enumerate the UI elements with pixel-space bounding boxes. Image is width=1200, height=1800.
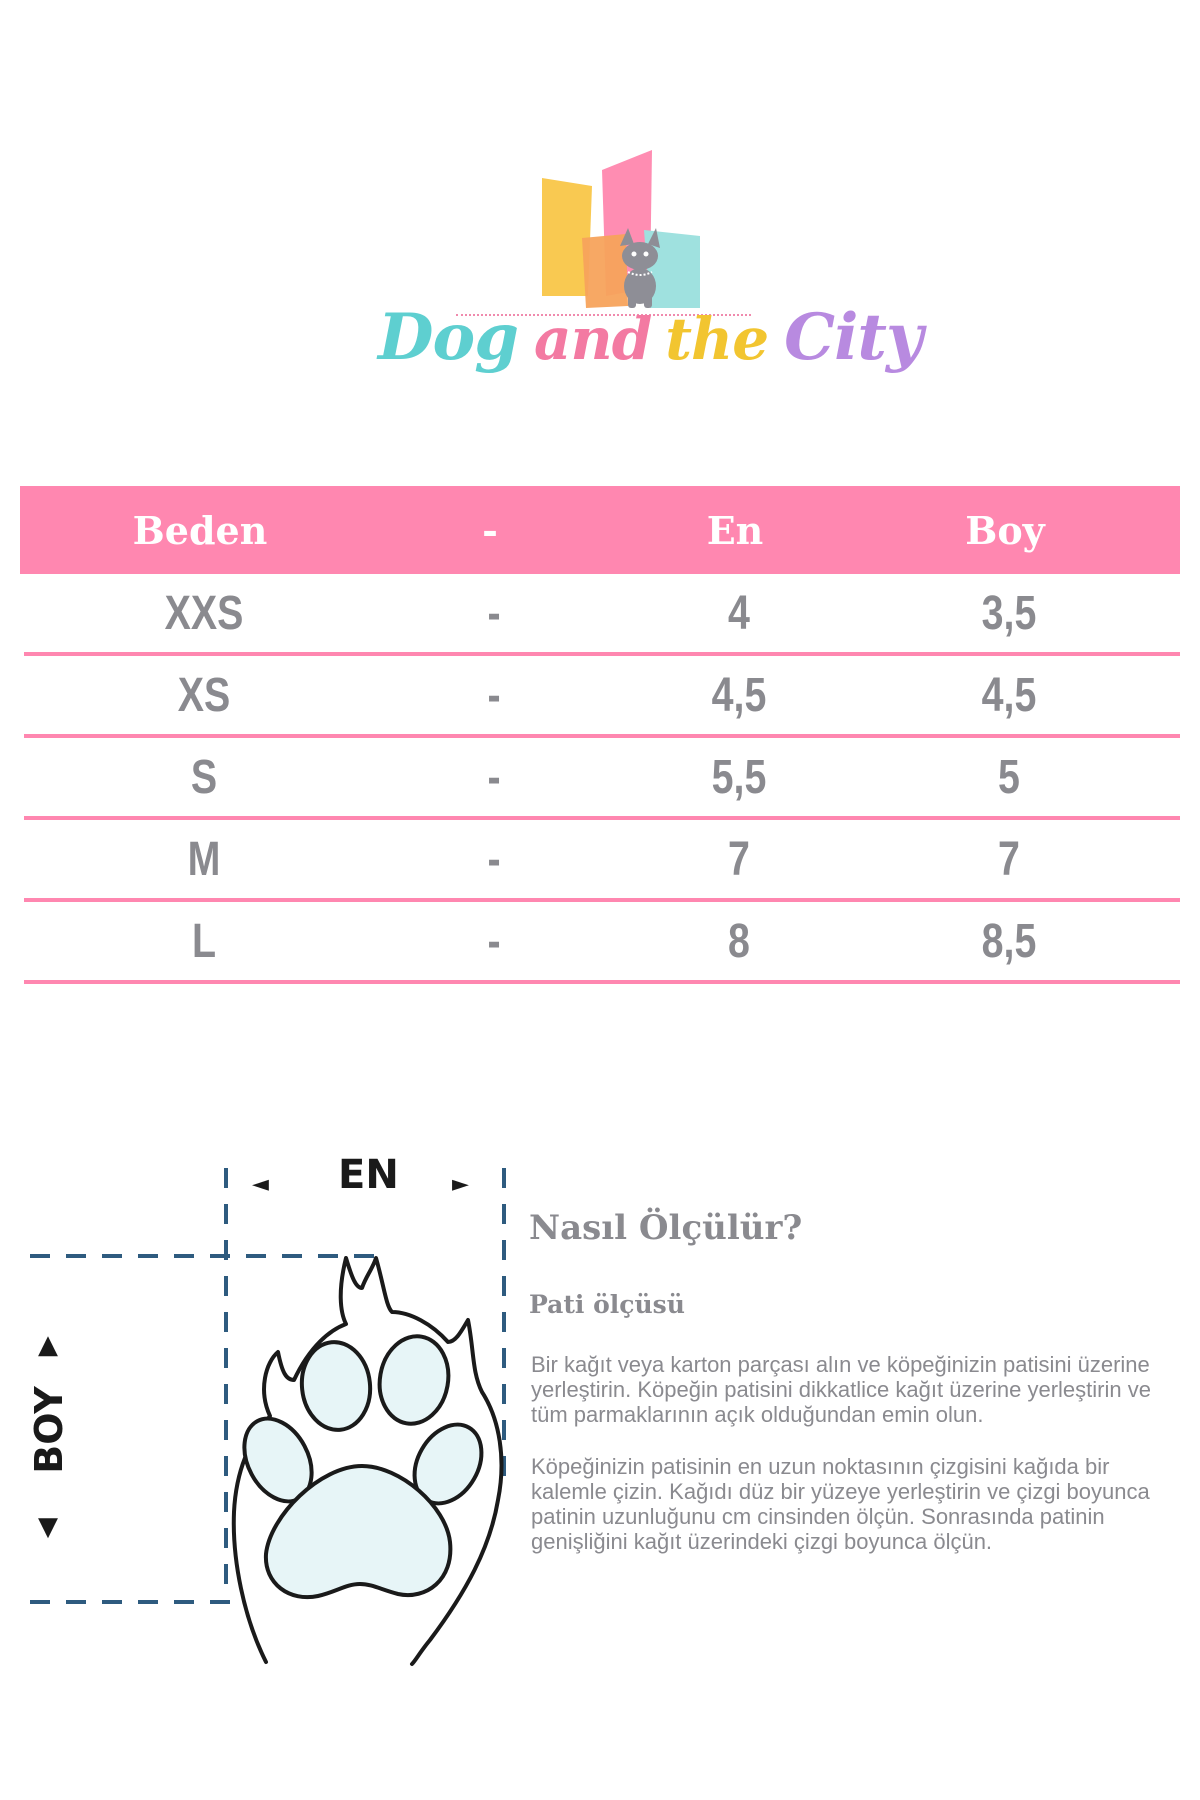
instruction-paragraph: Köpeğinizin patisinin en uzun noktasının çizgisini kağıda bir kalemle çizin. Kağıdı düz bir yüzeye yerleştirin ve çizgi boyunca patinin uzunluğunu cm cinsinden ölçün. Sonrasında patinin genişliğini kağıt üzerindeki çizgi boyunca ölçün. — [531, 1454, 1150, 1554]
how-to-measure-title: Nasıl Ölçülür? — [529, 1208, 803, 1248]
brand-word-the: the — [665, 305, 769, 373]
width-cell: 8 — [728, 914, 750, 968]
brand-word-dog: Dog — [378, 300, 518, 375]
brand-wordmark — [378, 300, 923, 400]
size-cell: L — [191, 914, 217, 968]
length-cell: 7 — [998, 832, 1020, 886]
table-row — [24, 738, 1180, 820]
table-row — [24, 902, 1180, 984]
separator-cell: - — [487, 914, 501, 968]
brand-logo-icon — [530, 148, 710, 316]
width-cell: 5,5 — [711, 750, 767, 804]
size-cell: S — [190, 750, 218, 804]
brand-word-and: and — [533, 305, 652, 373]
size-table-header — [20, 486, 1180, 574]
width-cell: 7 — [728, 832, 750, 886]
length-label: BOY — [27, 1386, 71, 1474]
table-row — [24, 820, 1180, 902]
paw-size-subtitle: Pati ölçüsü — [529, 1290, 685, 1319]
length-cell: 8,5 — [981, 914, 1037, 968]
length-cell: 3,5 — [981, 586, 1037, 640]
length-cell: 4,5 — [981, 668, 1037, 722]
width-cell: 4 — [728, 586, 750, 640]
separator-cell: - — [487, 586, 501, 640]
separator-cell: - — [487, 832, 501, 886]
length-cell: 5 — [998, 750, 1020, 804]
width-label: EN — [338, 1152, 399, 1198]
width-cell: 4,5 — [711, 668, 767, 722]
header-width: En — [706, 507, 764, 553]
table-row — [24, 656, 1180, 738]
table-row — [24, 574, 1180, 656]
paw-outline-icon — [231, 1258, 502, 1664]
arrow-down-icon: ▼ — [38, 1512, 58, 1542]
arrow-up-icon: ▲ — [38, 1330, 58, 1360]
header-separator: - — [482, 507, 498, 553]
separator-cell: - — [487, 750, 501, 804]
size-cell: XS — [177, 668, 231, 722]
arrow-right-icon: ► — [452, 1172, 469, 1197]
arrow-left-icon: ◄ — [252, 1172, 269, 1197]
brand-word-city: City — [784, 300, 923, 375]
separator-cell: - — [487, 668, 501, 722]
size-table — [20, 486, 1180, 984]
instruction-paragraph: Bir kağıt veya karton parçası alın ve köpeğinizin patisini üzerine yerleştirin. Köpeğin patisini dikkatlice kağıt üzerine yerleştirin ve tüm parmaklarının açık olduğundan emin olun. — [531, 1352, 1151, 1427]
size-cell: M — [187, 832, 221, 886]
header-size: Beden — [132, 507, 268, 553]
size-cell: XXS — [164, 586, 244, 640]
header-length: Boy — [965, 507, 1045, 553]
